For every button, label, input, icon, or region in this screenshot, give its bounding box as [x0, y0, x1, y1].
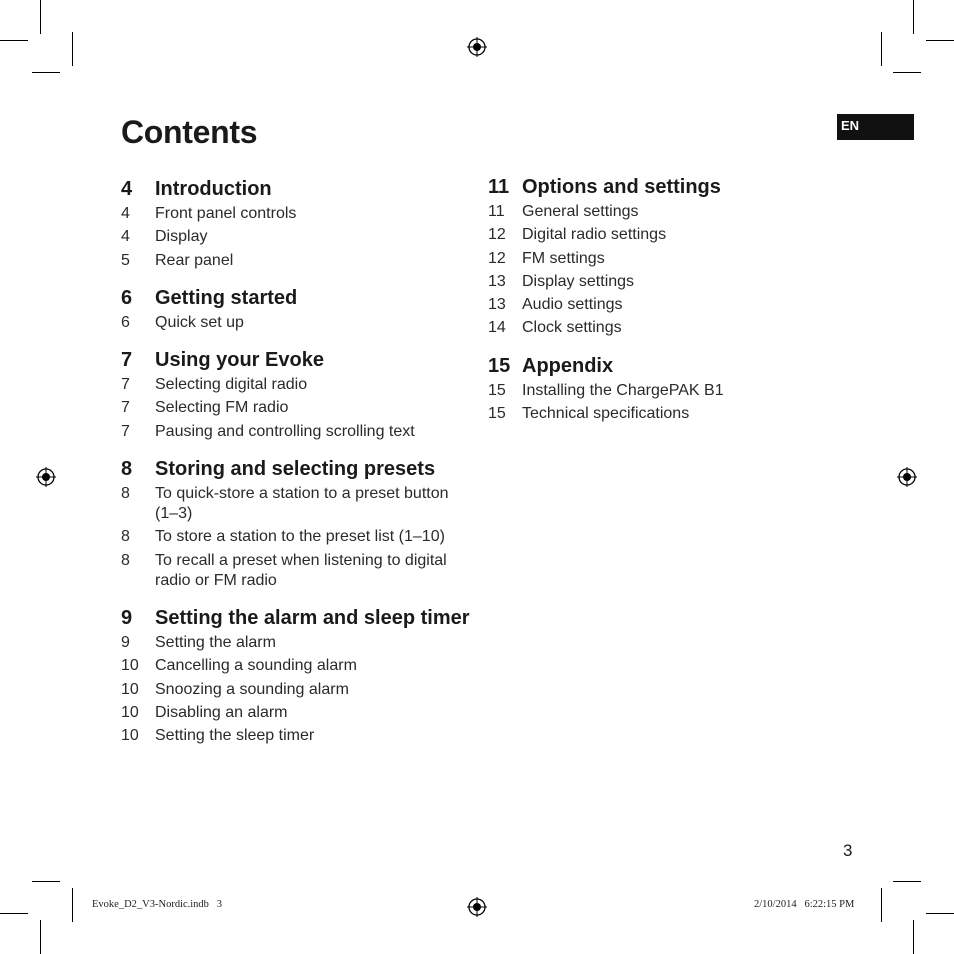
- entry-page-number: 4: [121, 205, 130, 222]
- entry-title: Pausing and controlling scrolling text: [155, 422, 415, 440]
- entry-title: Setting the alarm: [155, 633, 276, 651]
- crop-mark: [32, 881, 60, 882]
- entry-page-number: 12: [488, 226, 506, 244]
- section-heading: [121, 286, 471, 311]
- registration-mark-icon: [36, 467, 56, 487]
- toc-entry: [488, 295, 788, 315]
- section-page-number: 8: [121, 458, 133, 481]
- section-heading: [488, 175, 788, 200]
- entry-page-number: 8: [121, 528, 130, 546]
- entry-page-number: 7: [121, 399, 130, 417]
- section-page-number: 15: [488, 354, 511, 377]
- entry-page-number: 13: [488, 296, 506, 314]
- toc-entry: [488, 404, 788, 424]
- toc-entry: [121, 633, 471, 653]
- section-title: Appendix: [522, 354, 614, 377]
- registration-mark-icon: [467, 897, 487, 917]
- toc-entry: [488, 318, 788, 338]
- toc-entry: [121, 551, 471, 591]
- entry-title: Digital radio settings: [522, 226, 667, 244]
- crop-mark: [926, 40, 954, 41]
- section-title: Options and settings: [522, 176, 721, 198]
- entry-page-number: 6: [121, 313, 130, 331]
- section-title: Introduction: [155, 178, 272, 200]
- section-page-number: 4: [121, 178, 133, 200]
- toc-section: [121, 348, 471, 442]
- entry-page-number: 9: [121, 633, 130, 651]
- toc-entry: [121, 313, 471, 333]
- contents-column-left: [121, 177, 471, 749]
- entry-title: FM settings: [522, 249, 605, 267]
- toc-entry: [121, 527, 471, 547]
- toc-entry: [121, 726, 471, 746]
- toc-entry: [121, 703, 471, 723]
- crop-mark: [913, 0, 914, 34]
- entry-page-number: 15: [488, 381, 506, 399]
- crop-mark: [0, 40, 28, 41]
- crop-mark: [881, 32, 882, 66]
- language-tab: EN: [837, 114, 914, 140]
- entry-page-number: 5: [121, 251, 130, 269]
- page-number: 3: [843, 841, 853, 860]
- section-page-number: 9: [121, 606, 133, 629]
- toc-entry: [121, 251, 471, 271]
- entry-title: Setting the sleep timer: [155, 727, 315, 745]
- crop-mark: [72, 32, 73, 66]
- entry-title: Front panel controls: [155, 205, 297, 222]
- toc-entry: [121, 484, 471, 524]
- entry-title: Snoozing a sounding alarm: [155, 680, 349, 698]
- entry-title: Technical specifications: [522, 405, 690, 423]
- toc-entry: [121, 227, 471, 247]
- registration-mark-icon: [897, 467, 917, 487]
- entry-page-number: 10: [121, 727, 139, 745]
- crop-mark: [893, 72, 921, 73]
- slug-filename: Evoke_D2_V3-Nordic.indb 3: [92, 899, 223, 910]
- entry-page-number: 10: [121, 657, 139, 675]
- entry-title: To quick-store a station to a preset button (1–3): [155, 485, 449, 523]
- entry-title: Audio settings: [522, 296, 623, 314]
- entry-page-number: 8: [121, 485, 130, 503]
- toc-entry: [488, 272, 788, 292]
- toc-section: [488, 175, 788, 338]
- toc-entry: [488, 381, 788, 401]
- entry-page-number: 7: [121, 422, 130, 440]
- toc-section: [121, 177, 471, 271]
- slug-timestamp: 2/10/2014 6:22:15 PM: [754, 899, 855, 910]
- toc-section: [488, 354, 788, 424]
- crop-mark: [0, 913, 28, 914]
- toc-section: [121, 606, 471, 746]
- section-title: Storing and selecting presets: [155, 458, 436, 481]
- entry-title: Installing the ChargePAK B1: [522, 381, 724, 399]
- contents-column-right: [488, 175, 788, 427]
- registration-mark-icon: [467, 37, 487, 57]
- entry-title: To recall a preset when listening to digital radio or FM radio: [155, 551, 447, 589]
- entry-page-number: 4: [121, 228, 130, 246]
- page-title: Contents: [121, 114, 258, 150]
- entry-page-number: 14: [488, 319, 506, 337]
- entry-page-number: 11: [488, 203, 505, 220]
- toc-entry: [121, 656, 471, 676]
- entry-page-number: 15: [488, 405, 506, 423]
- section-gap: [121, 445, 471, 457]
- section-gap: [121, 336, 471, 348]
- entry-title: Disabling an alarm: [155, 703, 288, 721]
- section-title: Setting the alarm and sleep timer: [155, 606, 470, 629]
- crop-mark: [913, 920, 914, 954]
- entry-page-number: 13: [488, 272, 506, 290]
- entry-title: Selecting FM radio: [155, 399, 289, 417]
- entry-page-number: 7: [121, 376, 130, 394]
- crop-mark: [72, 888, 73, 922]
- toc-section: [121, 286, 471, 333]
- toc-entry: [121, 398, 471, 418]
- entry-title: To store a station to the preset list (1–10): [155, 528, 445, 546]
- toc-entry: [121, 204, 471, 224]
- crop-mark: [40, 920, 41, 954]
- entry-page-number: 10: [121, 703, 139, 721]
- entry-page-number: 12: [488, 249, 506, 267]
- entry-title: Quick set up: [155, 313, 244, 331]
- section-title: Getting started: [155, 286, 298, 309]
- entry-title: Display settings: [522, 272, 635, 290]
- crop-mark: [893, 881, 921, 882]
- section-page-number: 7: [121, 349, 133, 372]
- section-heading: [488, 354, 788, 379]
- toc-entry: [488, 249, 788, 269]
- section-heading: [121, 177, 471, 202]
- toc-entry: [488, 202, 788, 222]
- toc-entry: [488, 225, 788, 245]
- entry-page-number: 10: [121, 680, 139, 698]
- entry-title: Rear panel: [155, 251, 234, 269]
- crop-mark: [926, 913, 954, 914]
- section-gap: [488, 342, 788, 354]
- section-page-number: 11: [488, 176, 510, 198]
- entry-title: General settings: [522, 203, 639, 220]
- entry-title: Clock settings: [522, 319, 622, 337]
- entry-title: Display: [155, 228, 208, 246]
- section-gap: [121, 594, 471, 606]
- toc-entry: [121, 375, 471, 395]
- entry-title: Cancelling a sounding alarm: [155, 657, 357, 675]
- section-page-number: 6: [121, 286, 133, 309]
- section-heading: [121, 457, 471, 482]
- section-heading: [121, 606, 471, 631]
- section-gap: [121, 274, 471, 286]
- entry-page-number: 8: [121, 551, 130, 569]
- toc-entry: [121, 422, 471, 442]
- toc-section: [121, 457, 471, 591]
- section-title: Using your Evoke: [155, 349, 324, 372]
- section-heading: [121, 348, 471, 373]
- crop-mark: [40, 0, 41, 34]
- entry-title: Selecting digital radio: [155, 376, 308, 394]
- toc-entry: [121, 680, 471, 700]
- crop-mark: [881, 888, 882, 922]
- crop-mark: [32, 72, 60, 73]
